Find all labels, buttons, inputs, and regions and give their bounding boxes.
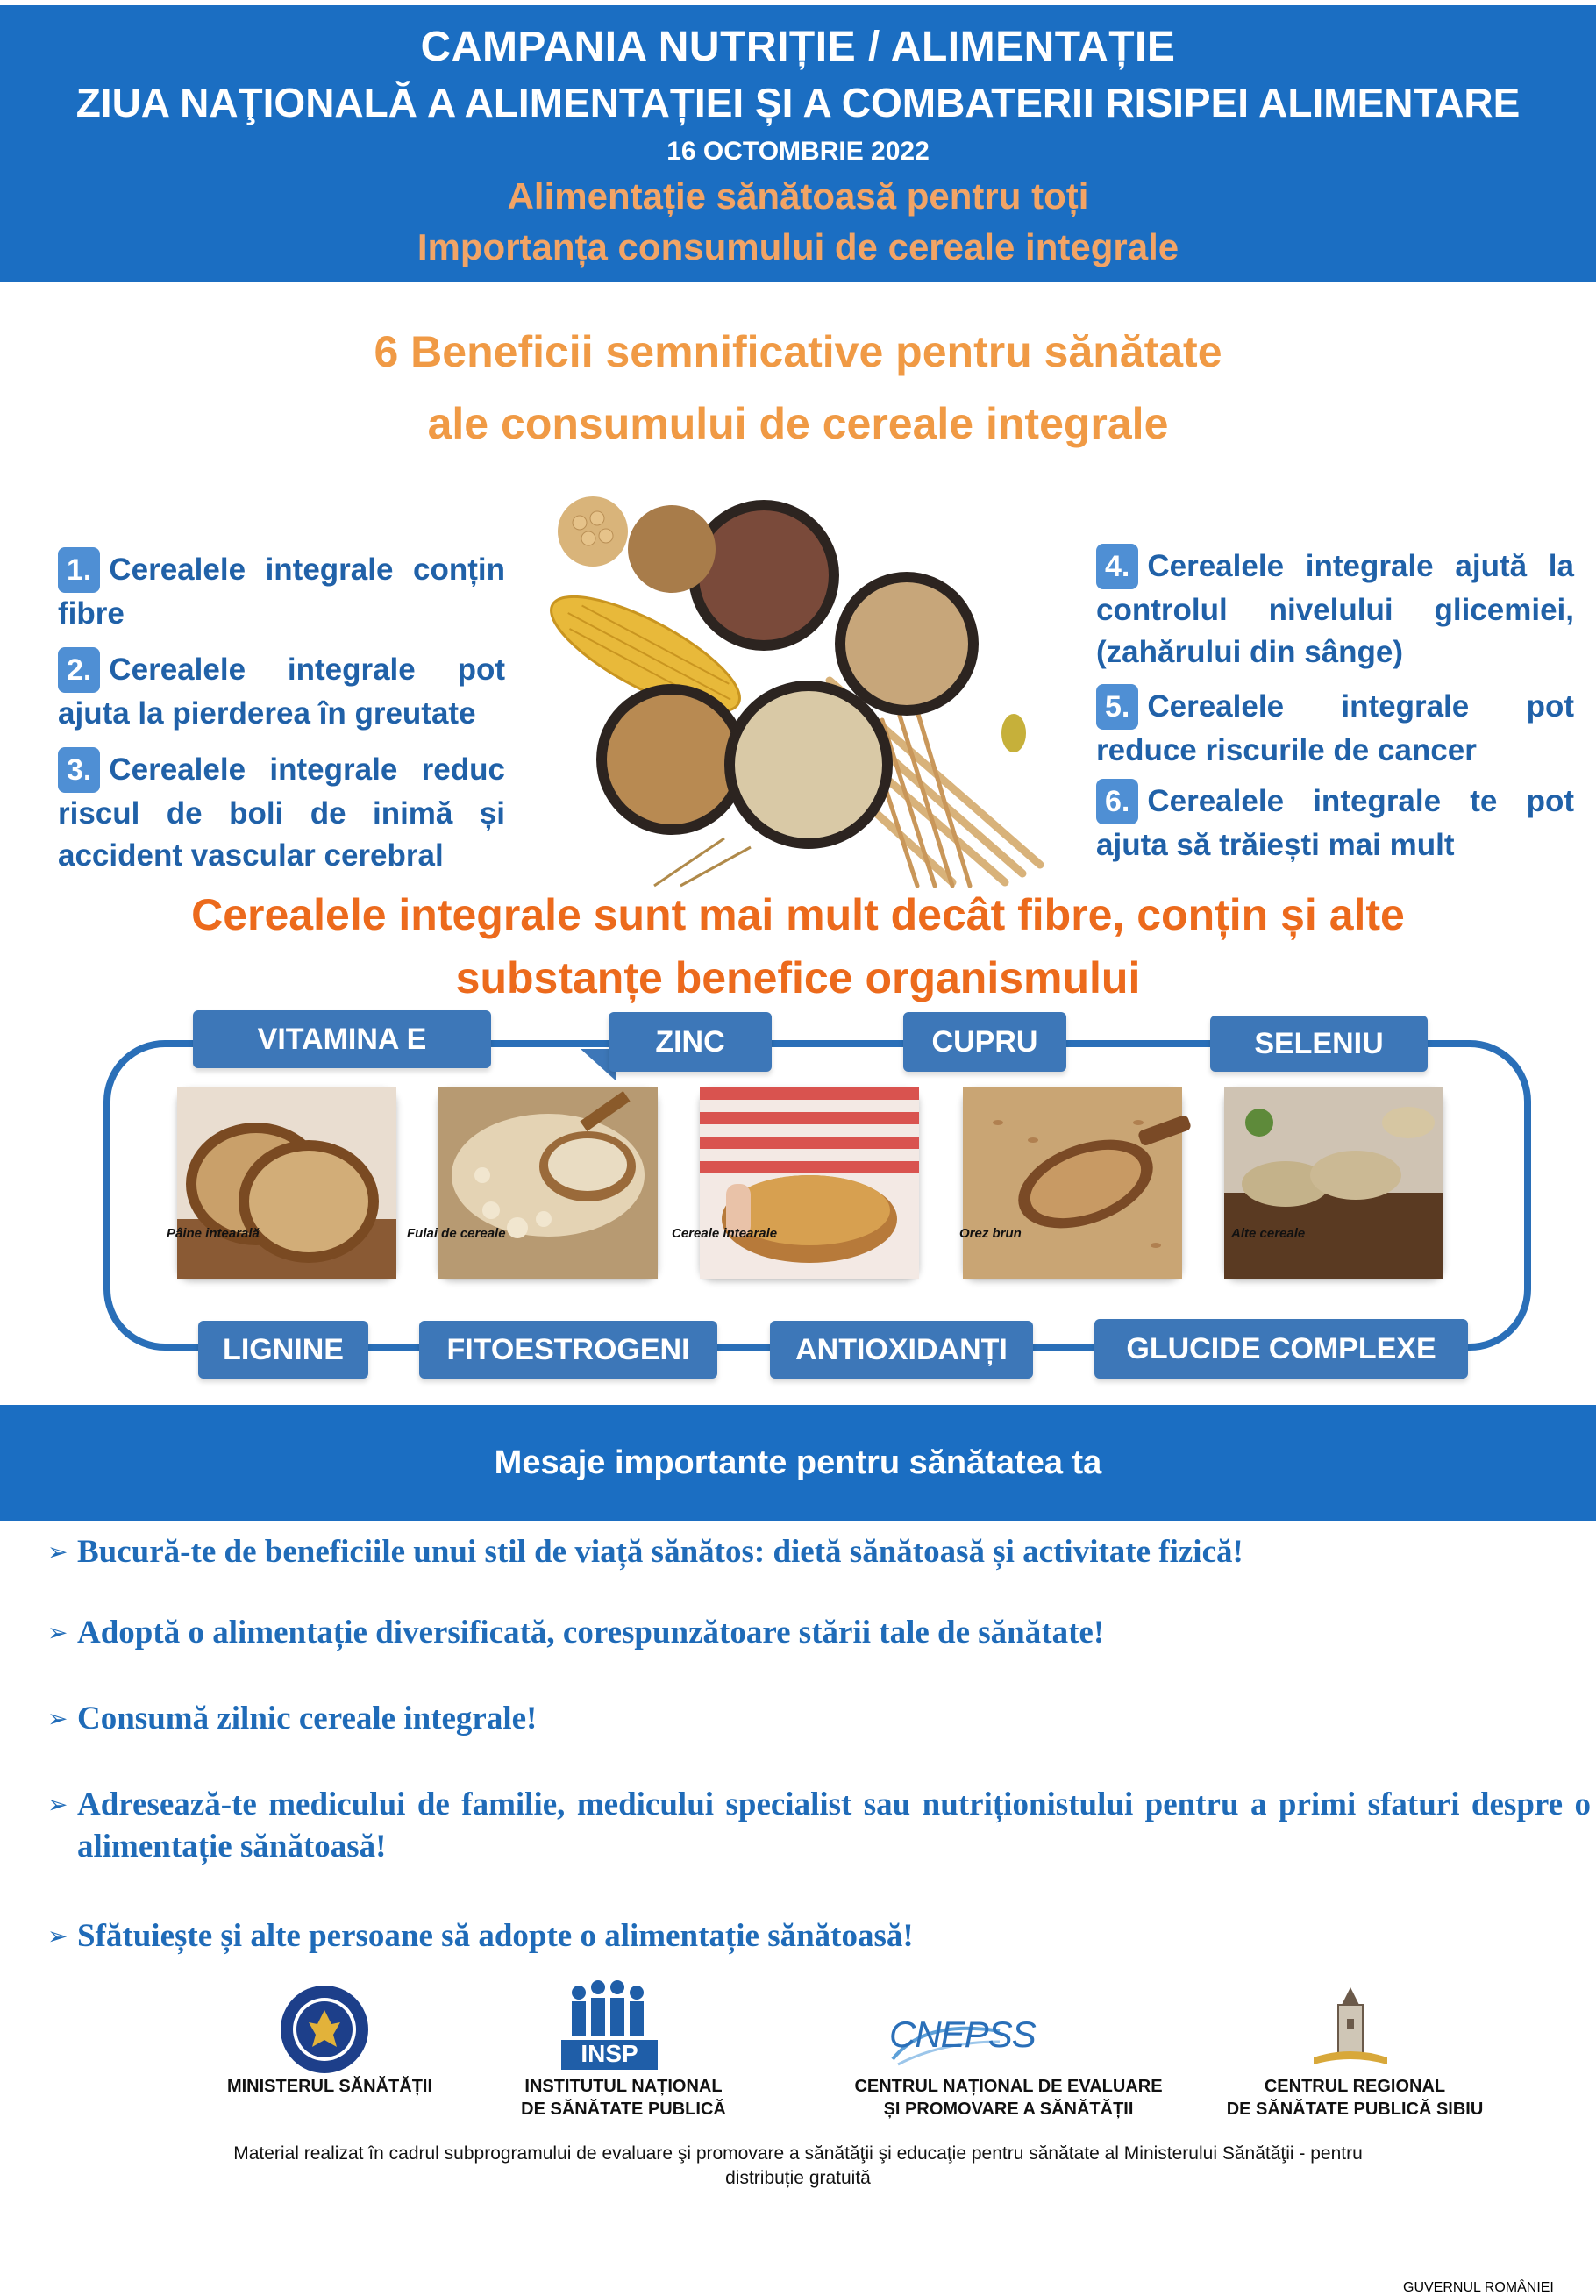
cereal-flakes-photo	[438, 1087, 658, 1279]
message-item: ➢ Consumă zilnic cereale integrale!	[47, 1698, 1591, 1740]
cnepss-wordmark: CNEPSS	[889, 2014, 1036, 2055]
event-date: 16 OCTOMBRIE 2022	[666, 137, 930, 166]
benefit-number: 5.	[1096, 684, 1138, 730]
message-item: ➢ Adoptă o alimentație diversificată, corespunzătoare stării tale de sănătate!	[47, 1612, 1591, 1654]
benefit-item	[1096, 779, 1574, 866]
topic: Importanța consumului de cereale integrale	[417, 226, 1179, 267]
benefit-item	[58, 747, 505, 877]
campaign-title: CAMPANIA NUTRIȚIE / ALIMENTAȚIE	[420, 24, 1176, 70]
nutrient-vitamina-e: VITAMINA E	[193, 1010, 491, 1068]
benefits-title-line1: 6 Beneficii semnificative pentru sănătate	[374, 327, 1222, 376]
insp-wordmark: INSP	[581, 2040, 638, 2067]
arrow-bullet-icon: ➢	[47, 1704, 68, 1733]
insp-name: INSTITUTUL NAȚIONAL DE SĂNĂTATE PUBLICĂ	[521, 2077, 726, 2119]
bread-photo	[177, 1087, 396, 1279]
seal-text: GUVERNUL ROMÂNIEI	[1403, 2280, 1554, 2295]
benefit-item	[1096, 544, 1574, 674]
nutrient-cupru: CUPRU	[903, 1012, 1066, 1072]
benefit-number: 4.	[1096, 544, 1138, 589]
message-item: ➢ Adresează-te medicului de familie, medicului specialist sau nutriționistului pentru a primi sfaturi despre o alimentație sănătoasă!	[47, 1784, 1591, 1868]
whole-cereals-photo	[700, 1087, 919, 1279]
cnepss-name: CENTRUL NAȚIONAL DE EVALUARE ȘI PROMOVARE A SĂNĂTĂȚII	[854, 2077, 1163, 2119]
benefit-text: Cerealele integrale ajută la controlul nivelului glicemiei, (zahărului din sânge)	[1096, 549, 1574, 669]
government-seal-icon	[279, 1984, 370, 2075]
arrow-bullet-icon: ➢	[47, 1790, 68, 1819]
message-item: ➢ Bucură-te de beneficiile unui stil de viață sănătos: dietă sănătoasă și activitate fizică!	[47, 1531, 1591, 1573]
nutrient-lignine: LIGNINE	[198, 1321, 368, 1379]
header-banner	[0, 5, 1596, 282]
other-cereals-photo	[1224, 1087, 1443, 1279]
benefit-number: 6.	[1096, 779, 1138, 824]
nutrient-seleniu: SELENIU	[1210, 1016, 1428, 1072]
benefit-text: Cerealele integrale pot reduce riscurile de cancer	[1096, 689, 1574, 767]
slogan: Alimentație sănătoasă pentru toți	[507, 175, 1089, 217]
benefit-number: 3.	[58, 747, 100, 793]
benefit-item	[58, 547, 505, 635]
substances-title-line1: Cerealele integrale sunt mai mult decât fibre, conțin și alte	[191, 890, 1405, 939]
food-caption: Fulai de cereale	[407, 1226, 506, 1241]
benefit-text: Cerealele integrale pot ajuta la pierderea în greutate	[58, 652, 505, 731]
benefit-text: Cerealele integrale conțin fibre	[58, 553, 505, 631]
event-title: ZIUA NAŢIONALĂ A ALIMENTAȚIEI ȘI A COMBATERII RISIPEI ALIMENTARE	[75, 80, 1521, 125]
arrow-bullet-icon: ➢	[47, 1537, 68, 1566]
grains-photo	[549, 496, 1045, 886]
nutrient-antioxidanti: ANTIOXIDANȚI	[770, 1321, 1033, 1379]
sibiu-name: CENTRUL REGIONAL DE SĂNĂTATE PUBLICĂ SIBIU	[1226, 2077, 1484, 2119]
benefit-text: Cerealele integrale reduc riscul de boli de inimă și accident vascular cerebral	[58, 752, 505, 873]
ministry-name: MINISTERUL SĂNĂTĂȚII	[226, 2077, 433, 2096]
food-caption: Pâine intearală	[167, 1226, 260, 1241]
benefit-number: 2.	[58, 647, 100, 693]
messages-title: Mesaje importante pentru sănătatea ta	[0, 1405, 1596, 1521]
footer-note: Material realizat în cadrul subprogramului de evaluare şi promovare a sănătăţii şi educaţie pentru sănătate al Ministerului Sănătăţii - pentru distribuție gratuită	[233, 2143, 1363, 2188]
nutrient-glucide-complexe: GLUCIDE COMPLEXE	[1094, 1319, 1468, 1379]
food-caption: Alte cereale	[1231, 1226, 1306, 1241]
benefit-item	[58, 647, 505, 735]
message-item: ➢ Sfătuiește și alte persoane să adopte o alimentație sănătoasă!	[47, 1915, 1591, 1957]
arrow-bullet-icon: ➢	[47, 1618, 68, 1647]
benefit-number: 1.	[58, 547, 100, 593]
benefits-title-line2: ale consumului de cereale integrale	[427, 399, 1169, 448]
arrow-bullet-icon: ➢	[47, 1922, 68, 1950]
substances-title-line2: substanțe benefice organismului	[455, 953, 1141, 1002]
food-caption: Cereale intearale	[672, 1226, 778, 1241]
nutrient-fitoestrogeni: FITOESTROGENI	[419, 1321, 717, 1379]
brown-rice-photo	[963, 1087, 1182, 1279]
tower-logo-icon	[1305, 1984, 1396, 2071]
benefit-item	[1096, 684, 1574, 772]
food-caption: Orez brun	[959, 1226, 1022, 1241]
benefit-text: Cerealele integrale te pot ajuta să trăiești mai mult	[1096, 784, 1574, 862]
nutrient-zinc: ZINC	[609, 1012, 772, 1072]
